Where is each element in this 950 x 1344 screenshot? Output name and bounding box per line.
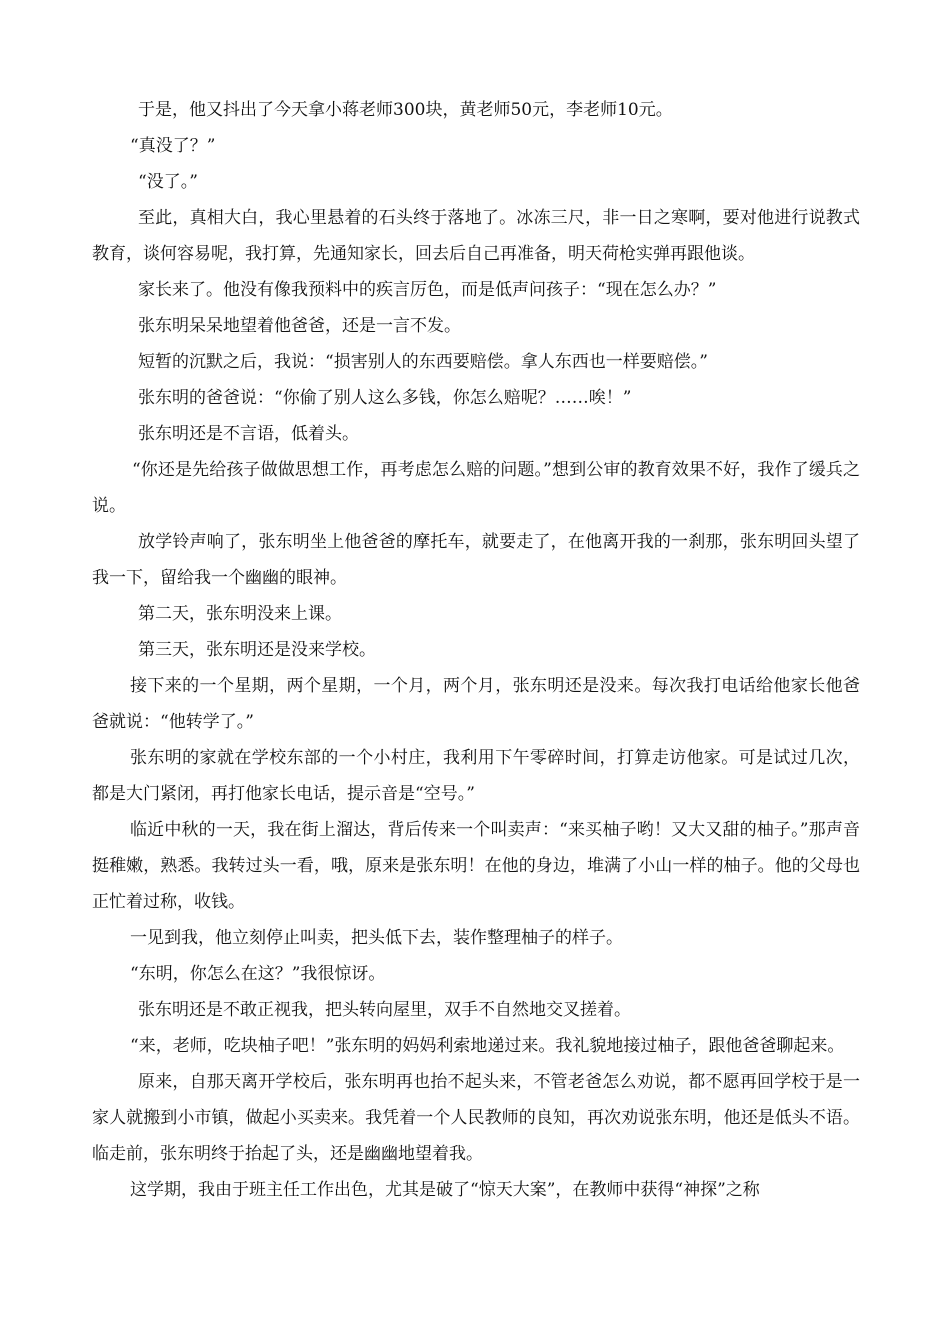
- paragraph: 第二天，张东明没来上课。: [138, 604, 342, 624]
- paragraph: 放学铃声响了，张东明坐上他爸爸的摩托车，就要走了，在他离开我的一刹那，张东明回头望了我一下，留给我一个幽幽的眼神。: [92, 532, 860, 588]
- paragraph: 于是，他又抖出了今天拿小蒋老师300块，黄老师50元，李老师10元。: [138, 100, 673, 120]
- paragraph: “你还是先给孩子做做思想工作，再考虑怎么赔的问题。”想到公审的教育效果不好，我作了缓兵之说。: [92, 460, 860, 516]
- paragraph: “东明，你怎么在这？”我很惊讶。: [130, 964, 386, 984]
- paragraph: 至此，真相大白，我心里悬着的石头终于落地了。冰冻三尺，非一日之寒啊，要对他进行说教式教育，谈何容易呢，我打算，先通知家长，回去后自己再准备，明天荷枪实弹再跟他谈。: [92, 208, 860, 264]
- paragraph: 张东明的爸爸说：“你偷了别人这么多钱，你怎么赔呢？……唉！”: [138, 388, 632, 408]
- paragraph: 张东明呆呆地望着他爸爸，还是一言不发。: [138, 316, 461, 336]
- paragraph: 临近中秋的一天，我在街上溜达，背后传来一个叫卖声：“来买柚子哟！又大又甜的柚子。”那声音挺稚嫩，熟悉。我转过头一看，哦，原来是张东明！在他的身边，堆满了小山一样的柚子。他的父母也正忙着过称，收钱。: [92, 820, 860, 912]
- paragraph: 这学期，我由于班主任工作出色，尤其是破了“惊天大案”，在教师中获得“神探”之称: [130, 1180, 760, 1200]
- paragraph: 接下来的一个星期，两个星期，一个月，两个月，张东明还是没来。每次我打电话给他家长他爸爸就说：“他转学了。”: [92, 676, 860, 732]
- paragraph: 家长来了。他没有像我预料中的疾言厉色，而是低声问孩子：“现在怎么办？”: [138, 280, 717, 300]
- paragraph: “来，老师，吃块柚子吧！”张东明的妈妈利索地递过来。我礼貌地接过柚子，跟他爸爸聊起来。: [130, 1036, 845, 1056]
- paragraph: “没了。”: [138, 172, 198, 192]
- paragraph: 张东明还是不敢正视我，把头转向屋里，双手不自然地交叉搓着。: [138, 1000, 631, 1020]
- paragraph: 第三天，张东明还是没来学校。: [138, 640, 376, 660]
- paragraph: 张东明还是不言语，低着头。: [138, 424, 359, 444]
- paragraph: 一见到我，他立刻停止叫卖，把头低下去，装作整理柚子的样子。: [130, 928, 623, 948]
- paragraph: 短暂的沉默之后，我说：“损害别人的东西要赔偿。拿人东西也一样要赔偿。”: [138, 352, 708, 372]
- paragraph: 张东明的家就在学校东部的一个小村庄，我利用下午零碎时间，打算走访他家。可是试过几次，都是大门紧闭，再打他家长电话，提示音是“空号。”: [92, 748, 860, 804]
- paragraph: “真没了？”: [130, 136, 216, 156]
- body-text: [92, 92, 860, 1208]
- paragraph: 原来，自那天离开学校后，张东明再也抬不起头来，不管老爸怎么劝说，都不愿再回学校于是一家人就搬到小市镇，做起小买卖来。我凭着一个人民教师的良知，再次劝说张东明，他还是低头不语。临走前，张东明终于抬起了头，还是幽幽地望着我。: [92, 1072, 860, 1164]
